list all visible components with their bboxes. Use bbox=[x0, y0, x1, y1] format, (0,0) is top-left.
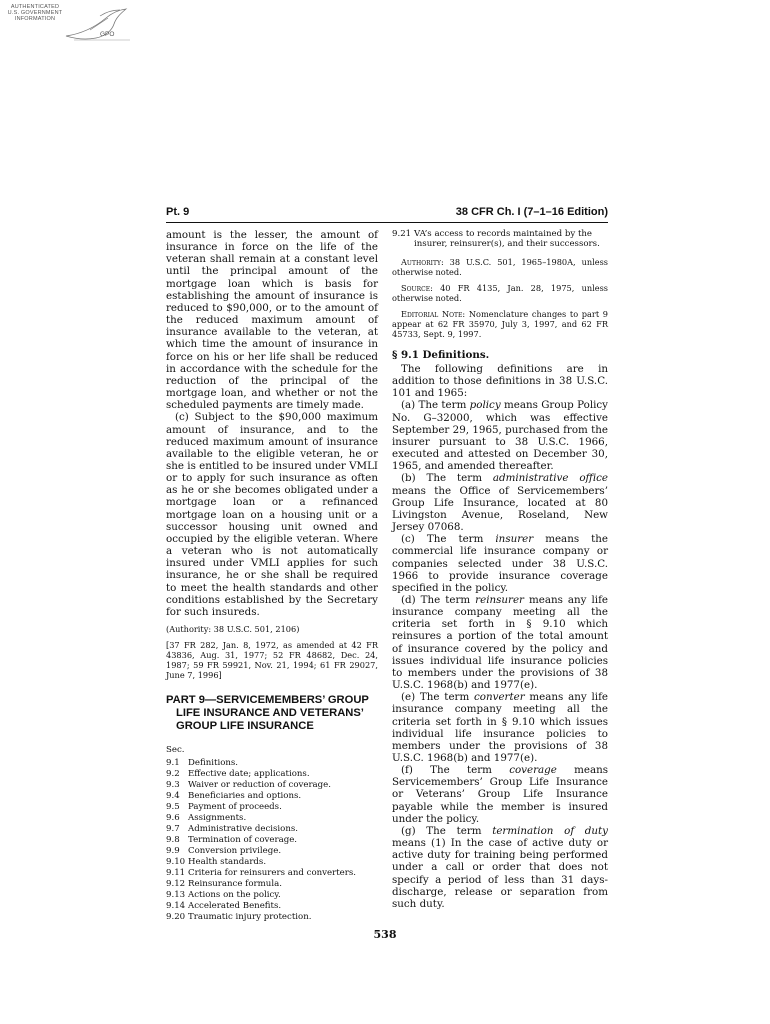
toc-num: 9.6 bbox=[166, 813, 180, 823]
gpo-authentication-seal bbox=[4, 4, 144, 48]
definition-c bbox=[392, 533, 608, 594]
toc-item bbox=[166, 912, 378, 923]
toc-title: Definitions. bbox=[188, 758, 239, 768]
body-paragraph: (c) Subject to the $90,000 maximum amount of insurance, and to the reduced maximum amount of insurance available to the eligible veteran, he or she is entitled to be insured under VMLI or to apply for such insurance as often as he or she becomes obligated under a mortgage loan or a refinanced mortgage loan on a housing unit or a successor housing unit owned and occupied by the eligible veteran. Where a veteran who is not automatically insured under VMLI applies for such insurance, he or she shall be required to meet the health standards and other conditions established by the Secretary for such insureds. bbox=[166, 411, 378, 618]
defined-term: policy bbox=[469, 399, 501, 412]
right-column bbox=[392, 229, 608, 910]
toc-item bbox=[166, 758, 378, 769]
defined-term: converter bbox=[474, 691, 525, 704]
definition-text: means (1) In the case of active duty or active duty for training being performed under a call or order that does not specify a period of less than 31 days-discharge, release or separation from such duty. bbox=[392, 837, 608, 910]
toc-item bbox=[166, 901, 378, 912]
definition-text: (g) The term bbox=[401, 824, 493, 837]
source-note bbox=[392, 283, 608, 303]
toc-title: Assignments. bbox=[188, 813, 247, 823]
toc-title: Actions on the policy. bbox=[188, 890, 281, 900]
editorial-label: Editorial Note: bbox=[401, 309, 466, 319]
toc-title: Conversion privilege. bbox=[188, 846, 282, 856]
toc-list bbox=[166, 758, 378, 923]
definition-e bbox=[392, 691, 608, 764]
authority-label: Authority: bbox=[401, 257, 444, 267]
definition-d bbox=[392, 594, 608, 691]
page-number: 538 bbox=[373, 928, 397, 941]
body-paragraph: amount is the lesser, the amount of insurance in force on the life of the veteran shall remain at a constant level until the principal amount of the mortgage loan which is basis for establishing the amount of insurance is reduced to $90,000, or to the amount of the reduced maximum amount of insurance available to the veteran, at which time the amount of insurance in force on his or her life shall be reduced in accordance with the schedule for the reduction of the principal of the mortgage loan, and whether or not the scheduled payments are timely made. bbox=[166, 229, 378, 412]
left-column bbox=[166, 229, 378, 923]
definition-text: means the Office of Servicemembers’ Group Life Insurance, located at 80 Livingston Avenue, Roseland, New Jersey 07068. bbox=[392, 484, 608, 534]
toc-title: VA’s access to records maintained by the insurer, reinsurer(s), and their successors. bbox=[414, 229, 600, 249]
toc-title: Health standards. bbox=[188, 857, 267, 867]
defined-term: reinsurer bbox=[475, 593, 524, 606]
toc-num: 9.20 bbox=[166, 912, 186, 922]
definition-text: means Group Policy No. G–32000, which was effective September 29, 1965, purchased from the insurer pursuant to 38 U.S.C. 1966, executed and attested on December 30, 1965, and amended thereafter. bbox=[392, 399, 608, 473]
definition-text: means Servicemembers’ Group Life Insurance or Veterans’ Group Life Insurance payable while the member is insured under the policy. bbox=[392, 764, 608, 825]
definition-text: (c) The term bbox=[401, 533, 496, 546]
toc-title: Administrative decisions. bbox=[188, 824, 299, 834]
definition-text: means any life insurance company meeting all the criteria set forth in § 9.10 which issues individual life insurance policies to members under the provisions of 38 U.S.C. 1968(b) and 1977(e). bbox=[392, 691, 608, 764]
editorial-note bbox=[392, 309, 608, 339]
part-label: Pt. 9 bbox=[166, 206, 190, 218]
toc-num: 9.14 bbox=[166, 901, 186, 911]
definition-text: means any life insurance company meeting all the criteria set forth in § 9.10 which reinsures a portion of the total amount of insurance covered by the policy and issues individual life insurance policies to members under the provisions of 38 U.S.C. 1968(b) and 1977(e). bbox=[392, 593, 608, 692]
defined-term: termination of duty bbox=[492, 824, 608, 837]
section-heading: § 9.1 Definitions. bbox=[392, 349, 490, 361]
toc-item bbox=[392, 229, 608, 249]
toc-title: Payment of proceeds. bbox=[188, 802, 282, 812]
gpo-mark: GPO bbox=[100, 31, 115, 38]
header-rule bbox=[166, 222, 608, 223]
toc-num: 9.5 bbox=[166, 802, 180, 812]
toc-title: Traumatic injury protection. bbox=[188, 912, 312, 922]
edition-label: 38 CFR Ch. I (7–1–16 Edition) bbox=[455, 206, 608, 218]
toc-num: 9.13 bbox=[166, 890, 186, 900]
toc-title: Beneficiaries and options. bbox=[188, 791, 302, 801]
toc-num: 9.3 bbox=[166, 780, 180, 790]
part-heading: PART 9—SERVICEMEMBERS’ GROUP LIFE INSURANCE AND VETERANS’ GROUP LIFE INSURANCE bbox=[166, 694, 369, 732]
toc-item bbox=[166, 857, 378, 868]
seal-text bbox=[4, 4, 66, 23]
toc-num: 9.11 bbox=[166, 868, 186, 878]
toc-num: 9.8 bbox=[166, 835, 180, 845]
amendment-citation: [37 FR 282, Jan. 8, 1972, as amended at 42 FR 43836, Aug. 31, 1977; 52 FR 48682, Dec. 24, 1987; 59 FR 59921, Nov. 21, 1994; 61 FR 29027, June 7, 1996] bbox=[166, 640, 378, 680]
toc-num: 9.2 bbox=[166, 769, 180, 779]
toc-item bbox=[166, 802, 378, 813]
definition-text: means the commercial life insurance company or companies selected under 38 U.S.C. 1966 to provide insurance coverage specified in the policy. bbox=[392, 533, 608, 594]
source-label: Source: bbox=[401, 283, 433, 293]
authority-note bbox=[392, 257, 608, 277]
toc-item bbox=[166, 769, 378, 780]
definition-text: (e) The term bbox=[401, 691, 475, 704]
defined-term: coverage bbox=[509, 764, 557, 777]
seal-line: AUTHENTICATED bbox=[10, 4, 60, 10]
toc-num: 9.9 bbox=[166, 846, 180, 856]
toc-item bbox=[166, 780, 378, 791]
definition-text: (a) The term bbox=[401, 399, 470, 412]
definition-f bbox=[392, 764, 608, 825]
toc-label: Sec. bbox=[166, 745, 185, 755]
toc-num: 9.4 bbox=[166, 791, 180, 801]
toc-item bbox=[166, 868, 378, 879]
defined-term: administrative office bbox=[492, 472, 608, 485]
definition-text: (d) The term bbox=[401, 593, 476, 606]
eagle-seal-icon bbox=[60, 6, 146, 46]
body-paragraph: The following definitions are in addition to those definitions in 38 U.S.C. 101 and 1965: bbox=[392, 363, 608, 400]
toc-num: 9.1 bbox=[166, 758, 180, 768]
toc-num: 9.10 bbox=[166, 857, 186, 867]
toc-num: 9.12 bbox=[166, 879, 186, 889]
toc-title: Termination of coverage. bbox=[188, 835, 298, 845]
toc-num: 9.7 bbox=[166, 824, 180, 834]
toc-title: Reinsurance formula. bbox=[188, 879, 282, 889]
toc-item bbox=[166, 791, 378, 802]
section-table-of-contents bbox=[166, 745, 378, 923]
definition-g bbox=[392, 825, 608, 910]
editorial-text: Nomenclature changes to part 9 appear at 62 FR 35970, July 3, 1997, and 62 FR 45733, Sept. 9, 1997. bbox=[392, 309, 609, 339]
toc-title: Criteria for reinsurers and converters. bbox=[188, 868, 356, 878]
definition-a bbox=[392, 399, 608, 472]
toc-title: Waiver or reduction of coverage. bbox=[188, 780, 332, 790]
toc-item bbox=[166, 890, 378, 901]
toc-item bbox=[166, 824, 378, 835]
defined-term: insurer bbox=[495, 533, 534, 546]
authority-note: (Authority: 38 U.S.C. 501, 2106) bbox=[166, 624, 300, 634]
toc-title: Effective date; applications. bbox=[188, 769, 310, 779]
toc-title: Accelerated Benefits. bbox=[188, 901, 282, 911]
source-text: 40 FR 4135, Jan. 28, 1975, unless otherwise noted. bbox=[392, 283, 608, 303]
definition-text: (b) The term bbox=[401, 472, 493, 485]
running-header bbox=[166, 206, 608, 220]
toc-item bbox=[166, 846, 378, 857]
toc-num: 9.21 bbox=[392, 229, 412, 239]
toc-item bbox=[166, 813, 378, 824]
toc-item bbox=[166, 879, 378, 890]
authority-text: 38 U.S.C. 501, 1965–1980A, unless otherwise noted. bbox=[392, 257, 608, 277]
definition-b bbox=[392, 472, 608, 533]
toc-item bbox=[166, 835, 378, 846]
seal-line: U.S. GOVERNMENT bbox=[7, 10, 63, 17]
definition-text: (f) The term bbox=[401, 764, 510, 777]
seal-line: INFORMATION bbox=[14, 16, 56, 23]
